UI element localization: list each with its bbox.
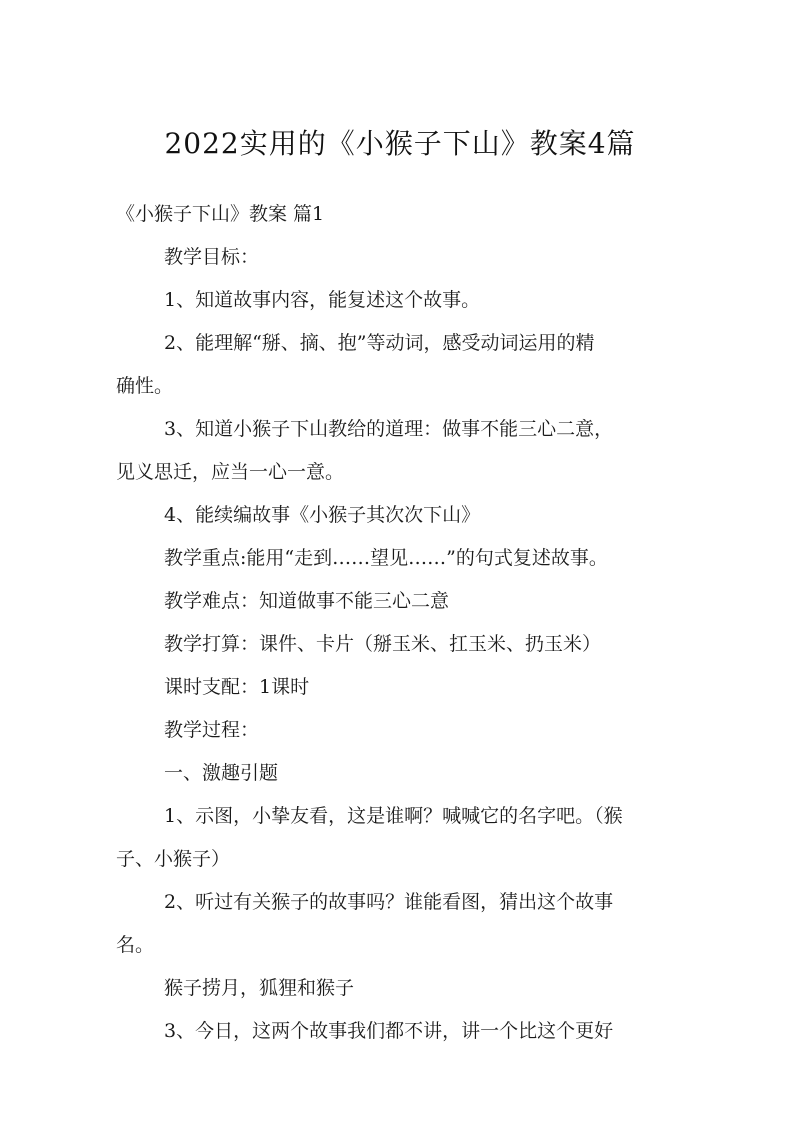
paragraph-line: 一、激趣引题 [164,762,279,784]
paragraph-line: 4、能续编故事《小猴子其次次下山》 [164,504,481,526]
paragraph-line: 教学目标： [164,246,260,268]
paragraph-line: 子、小猴子） [116,848,231,870]
paragraph-line: 猴子捞月，狐狸和猴子 [164,977,355,999]
paragraph-line: 教学打算：课件、卡片（掰玉米、扛玉米、扔玉米） [164,633,602,655]
paragraph-line: 1、示图，小挚友看，这是谁啊？喊喊它的名字吧。（猴 [164,805,623,827]
paragraph-line: 3、今日，这两个故事我们都不讲，讲一个比这个更好 [164,1020,614,1042]
paragraph-line: 确性。 [116,375,174,397]
paragraph-line: 课时支配：1课时 [164,676,310,698]
document-title: 2022实用的《小猴子下山》教案4篇 [164,127,636,160]
paragraph-line: 名。 [116,934,155,956]
paragraph-line: 教学难点：知道做事不能三心二意 [164,590,450,612]
paragraph-line: 2、能理解“掰、摘、抱”等动词，感受动词运用的精 [164,332,595,354]
paragraph-line: 教学过程： [164,719,260,741]
paragraph-line: 2、听过有关猴子的故事吗？谁能看图，猜出这个故事 [164,891,614,913]
paragraph-line: 见义思迁，应当一心一意。 [116,461,345,483]
section-heading: 《小猴子下山》教案 篇1 [116,203,325,225]
paragraph-line: 1、知道故事内容，能复述这个故事。 [164,289,481,311]
paragraph-line: 3、知道小猴子下山教给的道理：做事不能三心二意， [164,418,614,440]
paragraph-line: 教学重点:能用“走到……望见……”的句式复述故事。 [164,547,608,569]
